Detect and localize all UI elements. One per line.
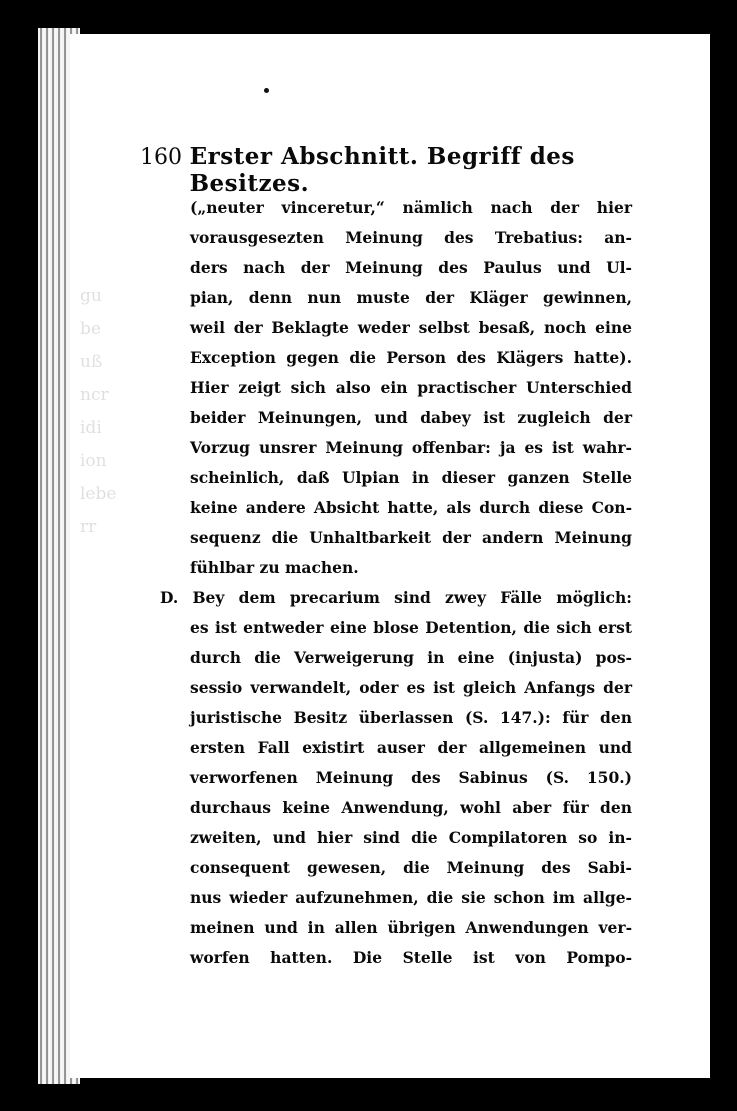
text-line-14: D. Bey dem precarium sind zwey Fälle möglich: xyxy=(160,588,632,607)
page-number: 160 xyxy=(140,145,182,170)
text-line-15: es ist entweder eine blose Detention, die sich erst xyxy=(190,618,632,637)
text-line-1: („neuter vinceretur,“ nämlich nach der hier xyxy=(190,198,632,217)
text-line-2: vorausgesezten Meinung des Trebatius: an- xyxy=(190,228,632,247)
body-text xyxy=(160,193,632,973)
text-line-9: Vorzug unsrer Meinung offenbar: ja es ist wahr- xyxy=(190,438,632,457)
text-line-20: verworfenen Meinung des Sabinus (S. 150.) xyxy=(190,768,632,787)
text-line-19: ersten Fall existirt auser der allgemeinen und xyxy=(190,738,632,757)
text-line-25: meinen und in allen übrigen Anwendungen ver- xyxy=(190,918,632,937)
text-line-7: Hier zeigt sich also ein practischer Unterschied xyxy=(190,378,632,397)
running-head xyxy=(140,143,600,197)
text-line-3: ders nach der Meinung des Paulus und Ul- xyxy=(190,258,632,277)
text-line-13: fühlbar zu machen. xyxy=(190,558,359,577)
text-line-23: consequent gewesen, die Meinung des Sabi- xyxy=(190,858,632,877)
running-head-title: Erster Abschnitt. Begriff des Besitzes. xyxy=(189,143,575,197)
text-line-10: scheinlich, daß Ulpian in dieser ganzen Stelle xyxy=(190,468,632,487)
text-line-17: sessio verwandelt, oder es ist gleich Anfangs der xyxy=(190,678,632,697)
text-line-24: nus wieder aufzunehmen, die sie schon im allge- xyxy=(190,888,632,907)
text-line-8: beider Meinungen, und dabey ist zugleich der xyxy=(190,408,632,427)
text-line-4: pian, denn nun muste der Kläger gewinnen, xyxy=(190,288,632,307)
text-line-22: zweiten, und hier sind die Compilatoren so in- xyxy=(190,828,632,847)
text-line-11: keine andere Absicht hatte, als durch diese Con- xyxy=(190,498,632,517)
text-line-5: weil der Beklagte weder selbst besaß, noch eine xyxy=(190,318,632,337)
text-line-6: Exception gegen die Person des Klägers hatte). xyxy=(190,348,632,367)
text-line-21: durchaus keine Anwendung, wohl aber für den xyxy=(190,798,632,817)
bleed-through-text: gu be uß ncr idi ion lebe rr xyxy=(80,286,117,537)
ink-dot xyxy=(264,88,269,93)
text-line-12: sequenz die Unhaltbarkeit der andern Meinung xyxy=(190,528,632,547)
text-line-18: juristische Besitz überlassen (S. 147.): für den xyxy=(190,708,632,727)
text-line-26: worfen hatten. Die Stelle ist von Pompo- xyxy=(190,948,632,967)
text-line-16: durch die Verweigerung in eine (injusta) pos- xyxy=(190,648,632,667)
